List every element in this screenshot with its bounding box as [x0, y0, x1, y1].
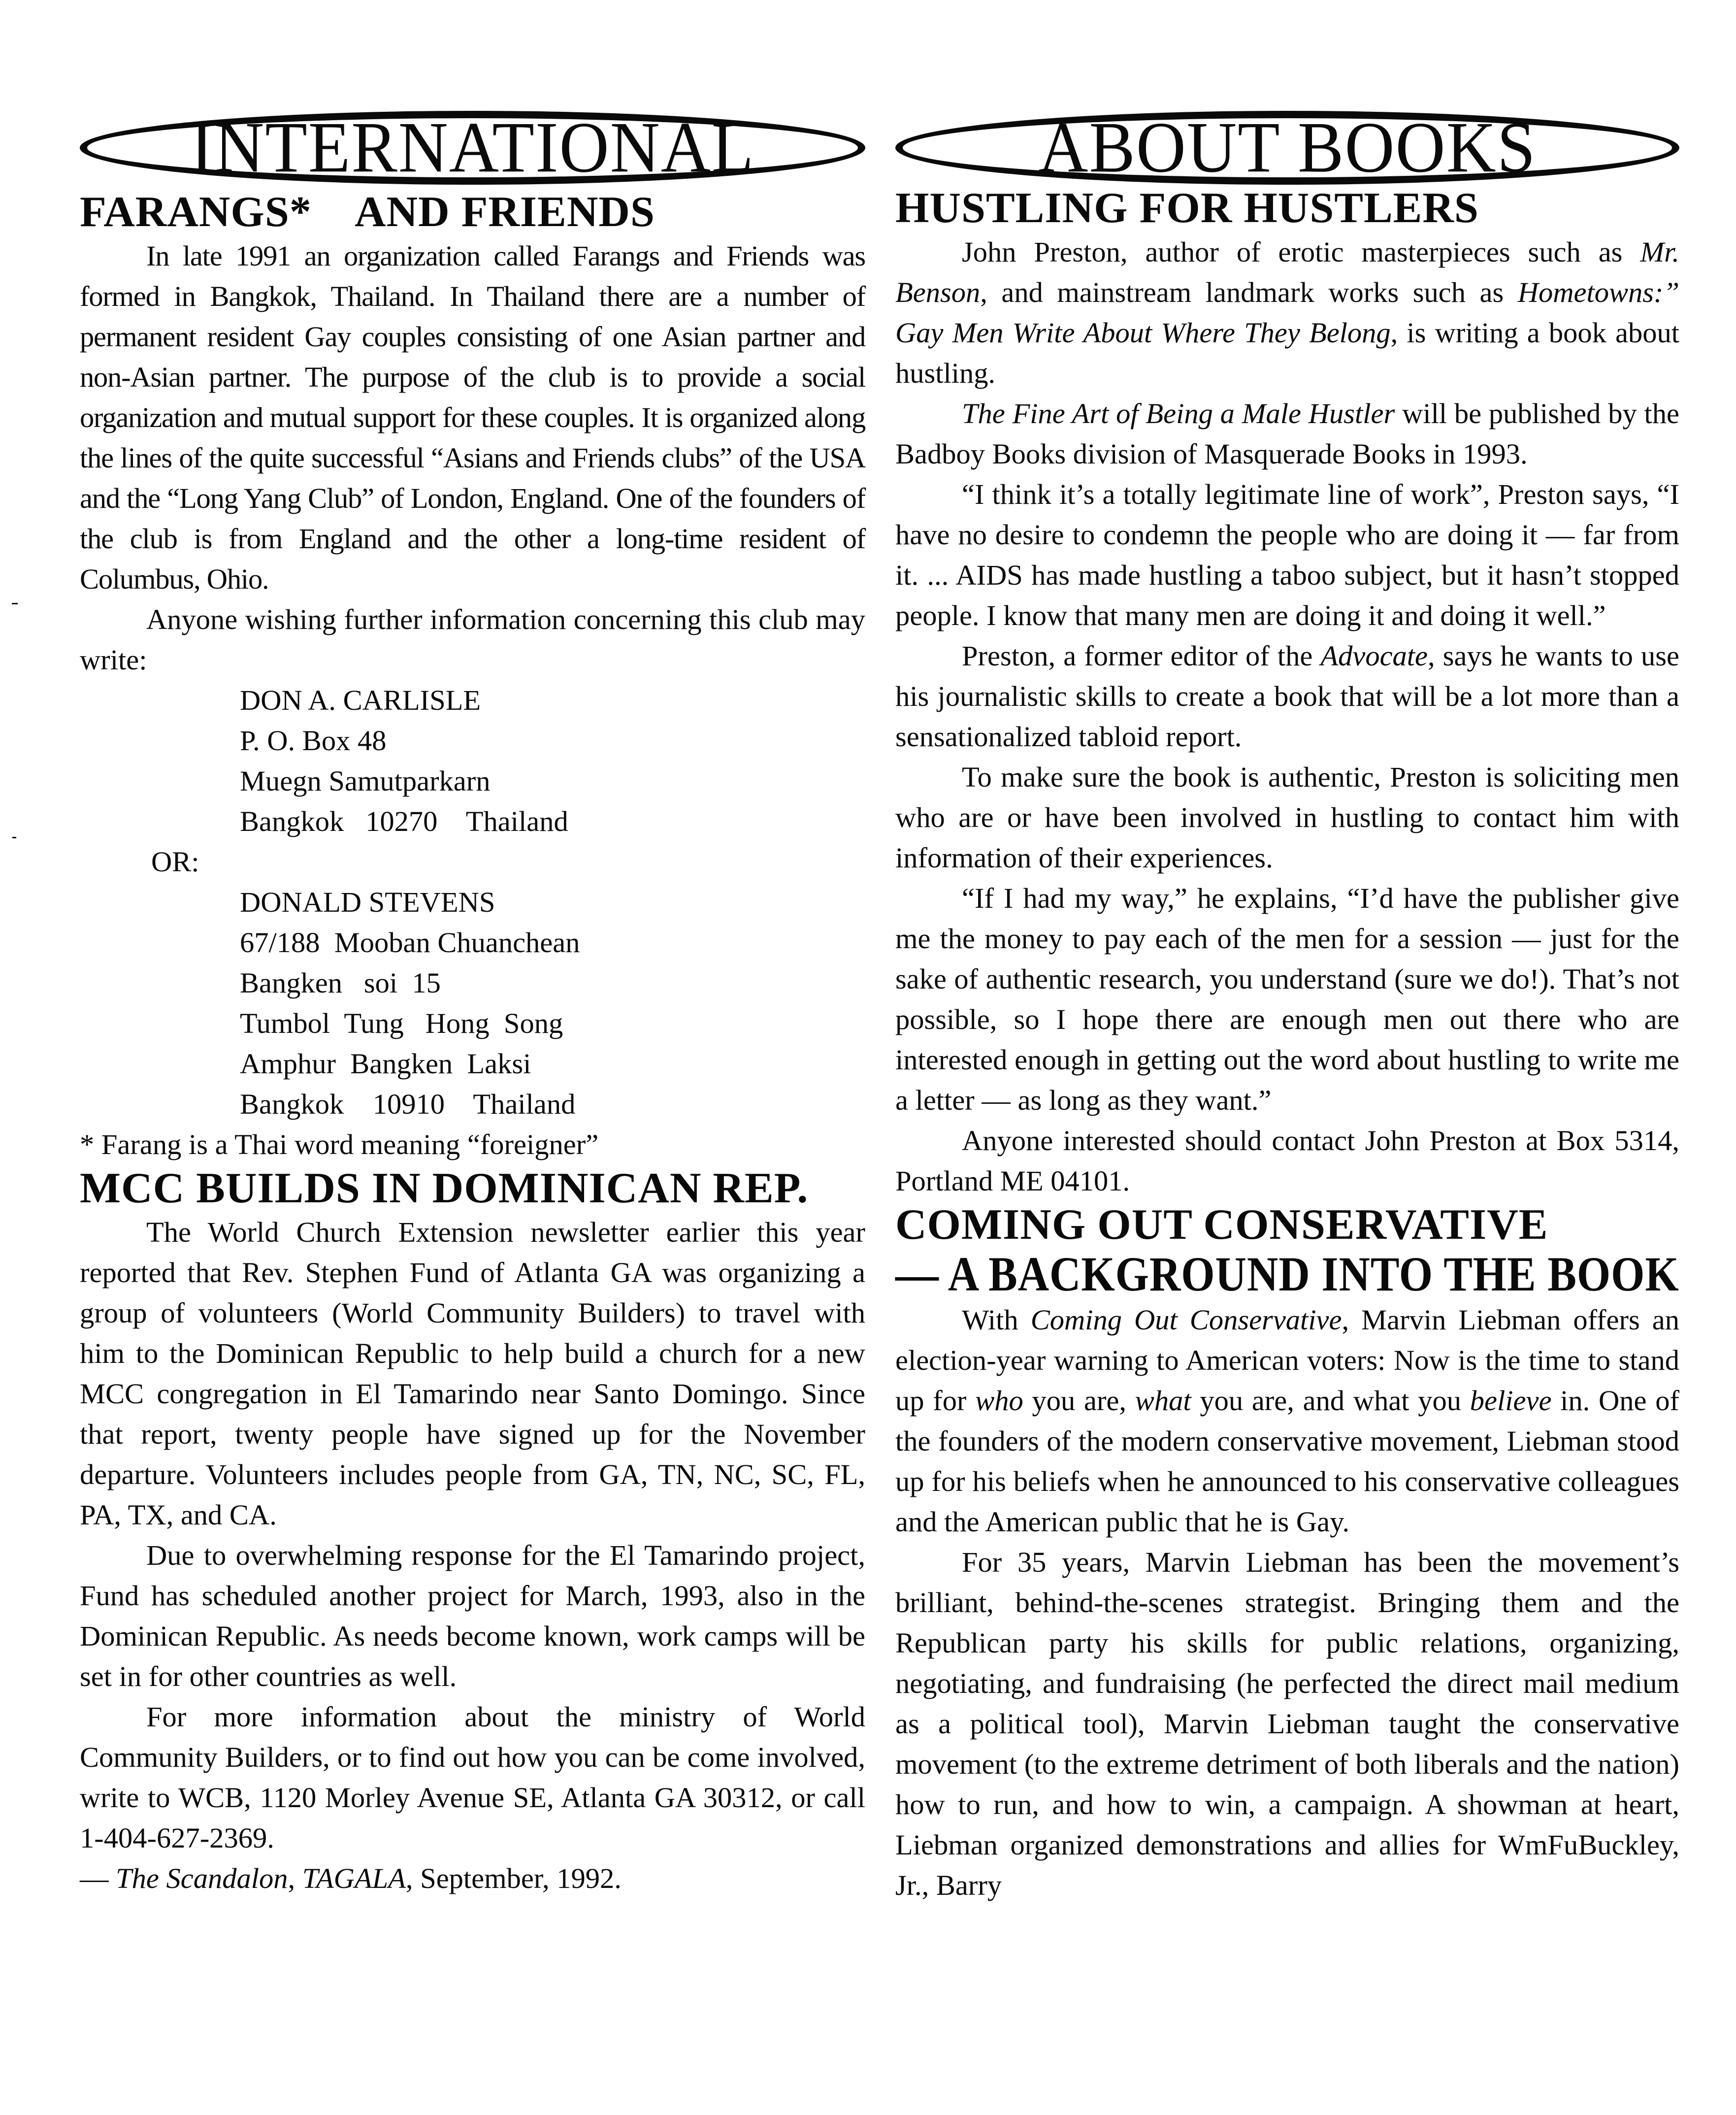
- article-coming-out-conservative: [895, 1201, 1679, 1906]
- article-headline: HUSTLING FOR HUSTLERS: [895, 184, 1479, 232]
- article-headline-line1: COMING OUT CONSERVATIVE: [895, 1201, 1548, 1249]
- article-paragraph: To make sure the book is authentic, Preston is soliciting men who are or have been involved in hustling to contact him with information of their experiences.: [895, 761, 1679, 874]
- text-run: Preston, a former editor of the: [962, 640, 1321, 672]
- article-paragraph: “If I had my way,” he explains, “I’d have the publisher give me the money to pay each of the men for a session — just for the sake of authentic research, you understand (sure we do!). That’s not possible, so I hope there are enough men out there who are interested enough in getting out the word about hustling to write me a letter — as long as they want.”: [895, 882, 1679, 1116]
- article-hustling-for-hustlers: [895, 185, 1679, 1201]
- section-banner-international: [80, 107, 865, 188]
- text-run: John Preston, author of erotic masterpieces such as: [962, 236, 1640, 268]
- address-line: Bangkok 10910 Thailand: [240, 1088, 576, 1120]
- article-paragraph: Anyone wishing further information concerning this club may write:: [80, 603, 865, 676]
- address-line: Bangken soi 15: [240, 967, 441, 999]
- section-banner-label: ABOUT BOOKS: [1038, 107, 1537, 188]
- article-paragraph: Due to overwhelming response for the El Tamarindo project, Fund has scheduled another project for March, 1993, also in the Dominican Republic. As needs become known, work camps will be set in for other countries as well.: [80, 1539, 865, 1692]
- mailing-address-stevens: [80, 882, 865, 1124]
- address-line: Tumbol Tung Hong Song: [240, 1007, 563, 1039]
- article-headline-line2: — A BACKGROUND INTO THE BOOK: [895, 1247, 1679, 1301]
- address-line: DON A. CARLISLE: [240, 684, 481, 716]
- address-line: 67/188 Mooban Chuanchean: [240, 926, 580, 958]
- text-run: in. One of the founders of the modern conservative movement, Liebman stood up for his beliefs when he announced to his conservative colleagues and the American public that he is Gay.: [895, 1385, 1679, 1538]
- article-paragraph: For more information about the ministry of World Community Builders, or to find out how you can be come involved, write to WCB, 1120 Morley Avenue SE, Atlanta GA 30312, or call 1-404-627-2369.: [80, 1701, 865, 1854]
- section-banner-about-books: [895, 107, 1679, 188]
- footnote: * Farang is a Thai word meaning “foreigner”: [80, 1128, 599, 1160]
- section-banner-label: INTERNATIONAL: [190, 107, 755, 188]
- address-line: DONALD STEVENS: [240, 886, 495, 918]
- article-paragraph: Anyone interested should contact John Preston at Box 5314, Portland ME 04101.: [895, 1124, 1679, 1197]
- article-headline: FARANGS* AND FRIENDS: [80, 188, 655, 236]
- right-column: [895, 107, 1679, 1906]
- source-organization: TAGALA: [302, 1862, 406, 1894]
- text-run: will be published by the Badboy Books division of Masquerade Books in 1993.: [895, 397, 1679, 470]
- article-paragraph: For 35 years, Marvin Liebman has been the movement’s brilliant, behind-the-scenes strategist. Bringing them and the Republican party his skills for public relations, organizing, negotiating, and fundraising (he perfected the direct mail medium as a political tool), Marvin Liebman taught the conservative movement (to the extreme detriment of both liberals and the nation) how to run, and how to win, a campaign. A showman at heart, Liebman organized demonstrations and allies for WmFuBuckley, Jr., Barry: [895, 1546, 1679, 1901]
- source-date: , September, 1992.: [405, 1862, 622, 1894]
- book-title: Mr. Benson: [895, 236, 1679, 308]
- source-dash: —: [80, 1862, 116, 1894]
- or-separator: [80, 842, 865, 882]
- publication-title: Advocate: [1320, 640, 1428, 672]
- text-run: With: [962, 1304, 1031, 1336]
- emphasis: believe: [1470, 1385, 1552, 1417]
- article-paragraph: The World Church Extension newsletter earlier this year reported that Rev. Stephen Fund of Atlanta GA was organizing a group of volunteers (World Community Builders) to travel with him to the Dominican Republic to help build a church for a new MCC congregation in El Tamarindo near Santo Domingo. Since that report, twenty people have signed up for the November departure. Volunteers includes people from GA, TN, NC, SC, FL, PA, TX, and CA.: [80, 1216, 865, 1531]
- text-run: , is writing a book about hustling.: [895, 317, 1679, 389]
- mailing-address-carlisle: [80, 680, 865, 842]
- article-farangs-and-friends: [80, 189, 865, 1165]
- address-line: Bangkok 10270 Thailand: [240, 805, 568, 837]
- address-line: P. O. Box 48: [240, 725, 387, 757]
- source-separator: ,: [288, 1862, 302, 1894]
- article-mcc-builds: [80, 1165, 865, 1899]
- text-run: , Marvin Liebman offers an election-year warning to American voters: Now is the time to stand up for: [895, 1304, 1679, 1417]
- text-run: , and mainstream landmark works such as: [980, 276, 1518, 308]
- article-source-citation: [80, 1858, 865, 1899]
- article-headline: MCC BUILDS IN DOMINICAN REP.: [80, 1164, 809, 1212]
- book-title: Coming Out Conservative: [1030, 1304, 1342, 1336]
- text-run: , says he wants to use his journalistic skills to create a book that will be a lot more than a sensationalized tabloid report.: [895, 640, 1679, 753]
- book-title: Hometowns:” Gay Men Write About Where They Belong: [895, 276, 1679, 349]
- article-paragraph: In late 1991 an organization called Farangs and Friends was formed in Bangkok, Thailand. In Thailand there are a number of permanent resident Gay couples consisting of one Asian partner and non-Asian partner. The purpose of the club is to provide a social organization and mutual support for these couples. It is organized along the lines of the quite successful “Asians and Friends clubs” of the USA and the “Long Yang Club” of London, England. One of the founders of the club is from England and the other a long-time resident of Columbus, Ohio.: [80, 240, 865, 595]
- emphasis: what: [1135, 1385, 1191, 1417]
- scan-speck: [12, 837, 16, 838]
- left-column: [80, 107, 865, 1899]
- scan-speck: [12, 603, 18, 604]
- text-run: you are, and what you: [1191, 1385, 1470, 1417]
- article-paragraph: “I think it’s a totally legitimate line of work”, Preston says, “I have no desire to condemn the people who are doing it — far from it. ... AIDS has made hustling a taboo subject, but it hasn’t stopped people. I know that many men are doing it and doing it well.”: [895, 478, 1679, 631]
- emphasis: who: [975, 1385, 1023, 1417]
- article-paragraph: [895, 636, 1679, 757]
- article-paragraph: [895, 1300, 1679, 1542]
- address-line: Amphur Bangken Laksi: [240, 1048, 531, 1080]
- book-title: The Fine Art of Being a Male Hustler: [962, 397, 1395, 430]
- article-paragraph: [895, 394, 1679, 474]
- source-publication: The Scandalon: [116, 1862, 288, 1894]
- or-label: OR:: [151, 846, 199, 878]
- text-run: you are,: [1023, 1385, 1135, 1417]
- address-line: Muegn Samutparkarn: [240, 765, 491, 797]
- article-paragraph: [895, 232, 1679, 394]
